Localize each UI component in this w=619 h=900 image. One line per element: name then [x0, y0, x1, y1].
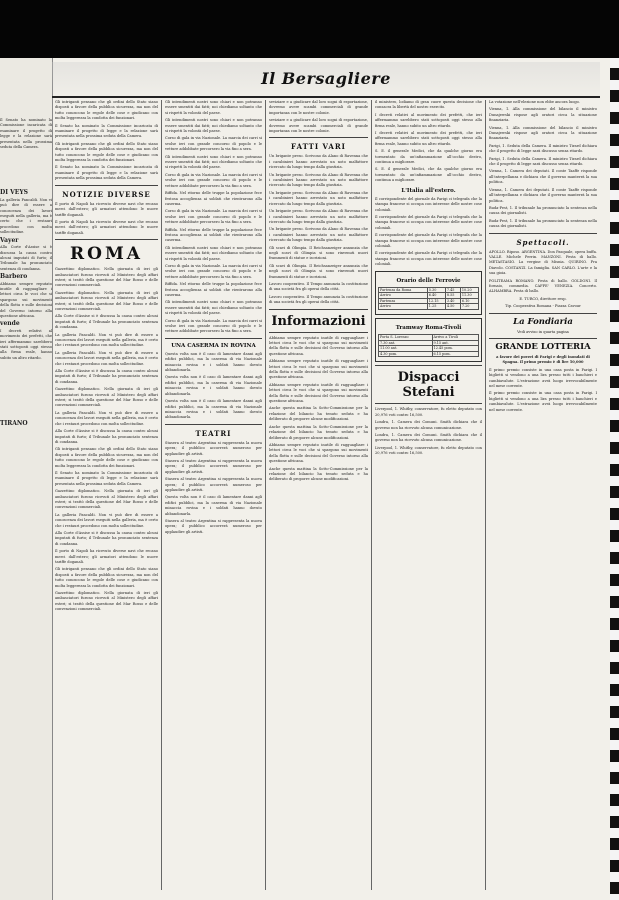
advert-text: a favore dei poveri di Parigi e degli inondati di Spagna. Il primo premio è di lire 50,000 [496, 355, 590, 365]
article-paragraph: Gli scavi di Olimpia. Il Reichsanzeiger annunzia che negli scavi di Olimpia si sono rinvenuti nuovi frammenti di statue e iscrizioni. [269, 245, 368, 261]
article-paragraph: Biffida. Nel ritorno delle truppe la popolazione fece festosa accoglienza ai soldati che rientrarono alla caserma. [165, 282, 262, 297]
article-paragraph: Gli intriganti pensano che gli ordini dello Stato siano disposti a favore della pubblica sicurezza, ma non del tutto conoscono le regole delle cose e giudicano con molta leggerezza la condotta dei funzionari. [55, 100, 158, 121]
article-paragraph: Abbiamo sempre reputato inutile di ragguagliare i lettori circa le voci che si spargono sui movimenti della flotta e sulle decisioni del Governo intorno alla questione africana. [269, 382, 368, 404]
article-paragraph: La galleria Pancaldi. Non vi può dire di essere a conoscenza dei lavori eseguiti nella galleria, ma è certo che i restauri procedono con molta sollecitudine. [55, 410, 158, 426]
article-paragraph: Alla Corte d'Assise si è discussa la causa contro alcuni imputati di furto; il Tribunale ha pronunciato sentenza di condanna. [55, 531, 158, 546]
article-paragraph: Il Senato ha nominato la Commissione incaricata di esaminare il progetto di legge e la relazione sarà presentata nella prossima seduta della Camera. [55, 165, 158, 181]
column-1 [52, 100, 162, 890]
timetable-table [378, 287, 479, 310]
article-paragraph: Alla Corte d'Assise si è discussa la causa contro alcuni imputati di furto; il Tribunale ha pronunciato sentenza di condanna. [55, 314, 158, 330]
advert-title: La Fondiaria [513, 316, 573, 327]
article-paragraph: Gli scavi di Olimpia. Il Reichsanzeiger annunzia che negli scavi di Olimpia si sono rinvenuti nuovi frammenti di statue e iscrizioni. [269, 263, 368, 279]
article-paragraph: Londra, 1. Camera dei Comuni. Smith dichiara che il governo non ha ricevuto alcuna comunicazione. [375, 432, 482, 443]
article-paragraph: seviziare e a giudicare dal loro sogni di esportazione, dovremo avere scambi commerciali di grande importanza con le nostre colonie. [269, 118, 368, 134]
table-cell: Arrivo a Tivoli [432, 334, 478, 340]
article-paragraph: Londra, 1. Camera dei Comuni. Smith dichiara che il governo non ha ricevuto alcuna comunicazione. [375, 420, 482, 430]
section-heading: ROMA [70, 244, 143, 265]
article-paragraph: Il porto di Napoli ha ricevuto diverse navi che recano merci dall'estero; gli armatori attendono le nuove tariffe doganali. [55, 201, 158, 217]
article-paragraph: Il Senato ha nominato la Commissione incaricata di esaminare il progetto di legge e la relazione sarà presentata nella prossima seduta della Camera. [55, 123, 158, 139]
masthead [52, 62, 600, 98]
masthead-title: Il Bersagliere [261, 69, 391, 88]
advert-text: Vedi avviso in quarta pagina [517, 329, 569, 334]
article-paragraph: Lavoro cooperativo. Il Tempo annunzia la costituzione di una società fra gli operai della città. [269, 294, 368, 305]
article-paragraph: Abbiamo sempre reputato inutile di ragguagliare i lettori circa le voci che si spargono sui movimenti della flotta e sulle decisioni del Governo intorno alla questione africana. [269, 359, 368, 380]
article-paragraph: Corso di gala in via Nazionale. La marcia dei carri si svolse ieri con grande concorso di popolo e le vetture addobbate percorsero la via fino a sera. [165, 136, 262, 152]
article-paragraph: Biffida. Nel ritorno delle truppe la popolazione fece festosa accoglienza ai soldati che rientrarono alla caserma. [165, 227, 262, 243]
article-paragraph: I decreti relativi al movimento dei prefetti, che ieri affermammo sarebbero stati sottoposti oggi stesso alla firma reale, hanno subito un altro ritardo. [375, 131, 482, 146]
article-paragraph: Gazzettino diplomatico. Nella giornata di ieri gli ambasciatori furono ricevuti al Ministero degli affari esteri; si trattò della questione del Mar Rosso e delle convenzioni commerciali. [55, 267, 158, 288]
article-paragraph: Gli intendimenti nostri sono chiari e non potranno essere smentiti dai fatti; noi chiediamo soltanto che si rispetti la volontà del paese. [165, 100, 262, 115]
table-cell: 6.40 [427, 293, 445, 299]
article-paragraph: Stasera al teatro Argentina si rappresenta la nuova opera; il pubblico accorrerà numeroso per applaudire gli artisti. [165, 440, 262, 456]
article-paragraph: Abbiamo sempre reputato inutile di ragguagliare i lettori circa le voci che si spargono sui movimenti della flotta e sulle decisioni del Governo intorno alla questione africana. [269, 442, 368, 464]
article-paragraph: La galleria Pancaldi. Non vi può dire di essere a conoscenza dei lavori eseguiti nella galleria, ma è certo che i restauri procedono con molta sollecitudine. [55, 350, 158, 366]
article-paragraph: Anche questa mattina la Sotto-Commissione per la relazione del bilancio ha tenuto seduta e ha deliberato di proporre alcune modificazioni. [269, 466, 368, 482]
divider [269, 137, 368, 138]
strip-text: Alla Corte d'Assise si è discussa la causa contro alcuni imputati di furto; il Tribunale ha pronunciato sentenza di condanna. [0, 245, 52, 271]
article-paragraph: Il corrispondente del giornale da Parigi ci telegrafa che la stampa francese si occupa con interesse delle nostre cose coloniali. [375, 251, 482, 267]
article-paragraph: Corso di gala in via Nazionale. La marcia dei carri si svolse ieri con grande concorso di popolo e le vetture addobbate percorsero la via fino a sera. [165, 263, 262, 279]
article-paragraph: Questa volta non è il caso di lamentare danni agli edifici pubblici, ma la caserma di via Nazionale minaccia rovina e i soldati hanno dovuto abbandonarla. [165, 375, 262, 396]
article-paragraph: il ministero, lodiamo di gran cuore questa decisione che consacra la libertà del nostro esercito. [375, 100, 482, 110]
article-paragraph: Gazzettino diplomatico. Nella giornata di ieri gli ambasciatori furono ricevuti al Ministero degli affari esteri; si trattò della questione del Mar Rosso e delle convenzioni commerciali. [55, 387, 158, 408]
article-paragraph: Alla Corte d'Assise si è discussa la causa contro alcuni imputati di furto; il Tribunale ha pronunciato sentenza di condanna. [55, 429, 158, 444]
previous-page-strip [0, 58, 53, 900]
advert-text: Il primo premio consiste in una casa posta in Parigi. I biglietti si vendono a una lira presso tutti i banchieri e cambiavalute. L'estrazione avrà luogo irrevocabilmente nel mese corrente. [489, 391, 597, 412]
article-paragraph: I decreti relativi al movimento dei prefetti, che ieri affermammo sarebbero stati sottoposti oggi stesso alla firma reale, hanno subito un altro ritardo. [375, 112, 482, 128]
section-heading: FATTI VARI [291, 142, 346, 152]
editor-credit: E. TURCO, direttore resp. [519, 296, 567, 301]
table-cell: 5.30 [427, 287, 445, 293]
article-paragraph: Buda-Pest, 1. Il tribunale ha pronunciato la sentenza nella causa dei giornalisti. [489, 218, 597, 229]
divider [55, 239, 158, 240]
article-paragraph: Parigi, 1. Seduta della Camera. Il ministro Tirard dichiara che il progetto di legge sarà discusso senza ritardo. [489, 156, 597, 167]
article-paragraph: Un brigante preso. Scrivono da Alano di Ravenna che i carabinieri hanno arrestato un noto malfattore ricercato da lungo tempo dalla giustizia. [269, 209, 368, 224]
table-cell: 6.10 [460, 298, 478, 304]
article-paragraph: Il corrispondente del giornale da Parigi ci telegrafa che la stampa francese si occupa con interesse delle nostre cose coloniali. [375, 196, 482, 212]
table-cell: 11.00 ant. [379, 346, 433, 352]
divider [269, 309, 368, 310]
table-cell: Porta S. Lorenzo [379, 334, 433, 340]
article-paragraph: Corso di gala in via Nazionale. La marcia dei carri si svolse ieri con grande concorso di popolo e le vetture addobbate percorsero la via fino a sera. [165, 318, 262, 334]
article-paragraph: Corso di gala in via Nazionale. La marcia dei carri si svolse ieri con grande concorso di popolo e le vetture addobbate percorsero la via fino a sera. [165, 209, 262, 225]
table-cell: 7.30 ant. [379, 340, 433, 346]
strip-label: Barbero [0, 273, 28, 281]
divider [269, 332, 368, 333]
table-row [379, 304, 479, 310]
printer-credit: Tip. Cooperativa Romana - Piazza Cavour [505, 304, 581, 309]
article-paragraph: Liverpool, 1. Whitby, conservatore, fu eletto deputato con 20,976 voti contro 16,500. [375, 445, 482, 456]
article-paragraph: Lavoro cooperativo. Il Tempo annunzia la costituzione di una società fra gli operai della città. [269, 281, 368, 292]
article-paragraph: seviziare e a giudicare dal loro sogni di esportazione, dovremo avere scambi commerciali di grande importanza con le nostre colonie. [269, 100, 368, 115]
article-paragraph: Gazzettino diplomatico. Nella giornata di ieri gli ambasciatori furono ricevuti al Ministero degli affari esteri; si trattò della questione del Mar Rosso e delle convenzioni commerciali. [55, 290, 158, 311]
table-cell: 3.40 [445, 298, 460, 304]
article-paragraph: Il porto di Napoli ha ricevuto diverse navi che recano merci dall'estero; gli armatori attendono le nuove tariffe doganali. [55, 219, 158, 235]
article-paragraph: Gli intriganti pensano che gli ordini dello Stato siano disposti a favore della pubblica sicurezza, ma non del tutto conoscono le regole delle cose e giudicano con molta leggerezza la condotta dei funzionari. [55, 567, 158, 588]
column-4 [372, 100, 486, 890]
column-5 [486, 100, 600, 890]
advert-text: Il primo premio consiste in una casa posta in Parigi. I biglietti si vendono a una lira presso tutti i banchieri e cambiavalute. L'estrazione avrà luogo irrevocabilmente nel mese corrente. [489, 367, 597, 389]
table-cell: 9.15 ant. [432, 340, 478, 346]
divider [489, 313, 597, 314]
strip-text: La galleria Pancaldi. Non vi può dire di essere a conoscenza dei lavori eseguiti nella galleria, ma è certo che i restauri procedono con molta sollecitudine. [0, 197, 52, 235]
table-cell: 8.55 [445, 293, 460, 299]
article-paragraph: Gli intendimenti nostri sono chiari e non potranno essere smentiti dai fatti; noi chiediamo soltanto che si rispetti la volontà del paese. [165, 245, 262, 261]
article-paragraph: Un brigante preso. Scrivono da Alano di Ravenna che i carabinieri hanno arrestato un noto malfattore ricercato da lungo tempo dalla giustizia. [269, 154, 368, 170]
article-paragraph: Alla Corte d'Assise si è discussa la causa contro alcuni imputati di furto; il Tribunale ha pronunciato sentenza di condanna. [55, 369, 158, 384]
article-paragraph: Stasera al teatro Argentina si rappresenta la nuova opera; il pubblico accorrerà numeroso per applaudire gli artisti. [165, 477, 262, 492]
table-cell: 1.25 [427, 304, 445, 310]
article-paragraph: Questa volta non è il caso di lamentare danni agli edifici pubblici, ma la caserma di via Nazionale minaccia rovina e i soldati hanno dovuto abbandonarla. [165, 495, 262, 516]
article-paragraph: Gazzettino diplomatico. Nella giornata di ieri gli ambasciatori furono ricevuti al Ministero degli affari esteri; si trattò della questione del Mar Rosso e delle convenzioni commerciali. [55, 489, 158, 510]
article-paragraph: Gli intendimenti nostri sono chiari e non potranno essere smentiti dai fatti; noi chiediamo soltanto che si rispetti la volontà del paese. [165, 118, 262, 134]
scan-background [0, 0, 619, 58]
article-paragraph: Gli intendimenti nostri sono chiari e non potranno essere smentiti dai fatti; noi chiediamo soltanto che si rispetti la volontà del paese. [165, 300, 262, 316]
table-cell: Partenza [379, 298, 428, 304]
article-paragraph: Vienna, 1. Alla commissione del bilancio il ministro Dunajewski rispose agli oratori circa la situazione finanziaria. [489, 107, 597, 123]
table-row [379, 287, 479, 293]
article-paragraph: Il porto di Napoli ha ricevuto diverse navi che recano merci dall'estero; gli armatori attendono le nuove tariffe doganali. [55, 549, 158, 565]
divider [165, 424, 262, 425]
section-heading: L'Italia all'estero. [401, 187, 456, 194]
article-paragraph: Liverpool, 1. Whitby, conservatore, fu eletto deputato con 20,976 voti contro 16,500. [375, 407, 482, 417]
strip-label: DI VEYS [0, 189, 28, 197]
article-paragraph: La galleria Pancaldi. Non vi può dire di essere a conoscenza dei lavori eseguiti nella galleria, ma è certo che i restauri procedono con molta sollecitudine. [55, 512, 158, 528]
table-cell: 4.30 pom. [379, 351, 433, 357]
divider [375, 365, 482, 366]
article-paragraph: Vienna, 1. Alla commissione del bilancio il ministro Dunajewski rispose agli oratori circa la situazione finanziaria. [489, 125, 597, 141]
article-paragraph: Gli intriganti pensano che gli ordini dello Stato siano disposti a favore della pubblica sicurezza, ma non del tutto conoscono le regole delle cose e giudicano con molta leggerezza la condotta dei funzionari. [55, 447, 158, 468]
tramway-table [378, 334, 479, 357]
section-heading: Dispacci Stefani [397, 370, 460, 401]
article-paragraph: Corso di gala in via Nazionale. La marcia dei carri si svolse ieri con grande concorso di popolo e le vetture addobbate percorsero la via fino a sera. [165, 172, 262, 188]
table-cell: 6.15 pom. [432, 351, 478, 357]
strip-label: vende [0, 320, 20, 328]
article-paragraph: Gazzettino diplomatico. Nella giornata di ieri gli ambasciatori furono ricevuti al Ministero degli affari esteri; si trattò della questione del Mar Rosso e delle convenzioni commerciali. [55, 591, 158, 612]
article-paragraph: Il corrispondente del giornale da Parigi ci telegrafa che la stampa francese si occupa con interesse delle nostre cose coloniali. [375, 233, 482, 248]
strip-text: I decreti relativi al movimento dei prefetti, che ieri affermammo sarebbero stati sottoposti oggi stesso alla firma reale, hanno subito un altro ritardo. [0, 328, 52, 360]
article-paragraph: S. E. il generale Medici, che da qualche giorno era tormentato da un'infiammazione all'occhio destro, continua a migliorare. [375, 167, 482, 183]
article-paragraph: Un brigante preso. Scrivono da Alano di Ravenna che i carabinieri hanno arrestato un noto malfattore ricercato da lungo tempo dalla giustizia. [269, 227, 368, 243]
article-paragraph: Un brigante preso. Scrivono da Alano di Ravenna che i carabinieri hanno arrestato un noto malfattore ricercato da lungo tempo dalla giustizia. [269, 190, 368, 206]
article-paragraph: La galleria Pancaldi. Non vi può dire di essere a conoscenza dei lavori eseguiti nella galleria, ma è certo che i restauri procedono con molta sollecitudine. [55, 332, 158, 348]
table-row [379, 298, 479, 304]
table-cell: Arrivo [379, 304, 428, 310]
article-paragraph: Questa volta non è il caso di lamentare danni agli edifici pubblici, ma la caserma di via Nazionale minaccia rovina e i soldati hanno dovuto abbandonarla. [165, 399, 262, 420]
table-cell: 4.50 [445, 304, 460, 310]
article-paragraph: Questa volta non è il caso di lamentare danni agli edifici pubblici, ma la caserma di via Nazionale minaccia rovina e i soldati hanno dovuto abbandonarla. [165, 351, 262, 373]
table-cell: Arrivo [379, 293, 428, 299]
article-paragraph: Anche questa mattina la Sotto-Commissione per la relazione del bilancio ha tenuto seduta e ha deliberato di proporre alcune modificazioni. [269, 424, 368, 440]
section-heading: TEATRI [195, 428, 232, 438]
timetable-title: Orario delle Ferrovie [396, 277, 461, 284]
table-cell: 12.45 pom. [432, 346, 478, 352]
table-cell: 10.20 [460, 287, 478, 293]
article-paragraph: Un brigante preso. Scrivono da Alano di Ravenna che i carabinieri hanno arrestato un noto malfattore ricercato da lungo tempo dalla giustizia. [269, 172, 368, 188]
table-row [379, 351, 479, 357]
table-cell: 12.15 [427, 298, 445, 304]
column-3 [266, 100, 372, 890]
article-paragraph: Anche questa mattina la Sotto-Commissione per la relazione del bilancio ha tenuto seduta e ha deliberato di proporre alcune modificazioni. [269, 406, 368, 422]
article-paragraph: Stasera al teatro Argentina si rappresenta la nuova opera; il pubblico accorrerà numeroso per applaudire gli artisti. [165, 458, 262, 474]
article-paragraph: Il Senato ha nominato la Commissione incaricata di esaminare il progetto di legge e la relazione sarà presentata nella prossima seduta della Camera. [55, 470, 158, 486]
divider [489, 338, 597, 339]
article-paragraph: Parigi, 1. Seduta della Camera. Il ministro Tirard dichiara che il progetto di legge sarà discusso senza ritardo. [489, 143, 597, 154]
column-2 [162, 100, 266, 890]
strip-label: Vayer [0, 236, 19, 244]
article-paragraph: S. E. il generale Medici, che da qualche giorno era tormentato da un'infiammazione all'occhio destro, continua a migliorare. [375, 149, 482, 165]
page-edge-right [610, 58, 619, 900]
article-paragraph: Biffida. Nel ritorno delle truppe la popolazione fece festosa accoglienza ai soldati che rientrarono alla caserma. [165, 191, 262, 206]
article-paragraph: Gli intendimenti nostri sono chiari e non potranno essere smentiti dai fatti; noi chiediamo soltanto che si rispetti la volontà del paese. [165, 154, 262, 170]
article-paragraph: Il corrispondente del giornale da Parigi ci telegrafa che la stampa francese si occupa con interesse delle nostre cose coloniali. [375, 214, 482, 230]
strip-label: TIRANO [0, 420, 28, 428]
article-paragraph: Abbiamo sempre reputato inutile di ragguagliare i lettori circa le voci che si spargono sui movimenti della flotta e sulle decisioni del Governo intorno alla questione africana. [269, 335, 368, 356]
divider [489, 233, 597, 234]
railway-timetable [375, 271, 482, 315]
article-paragraph: La votazione nell'elezione non ebbe ancora luogo. [489, 100, 580, 104]
table-cell: 11.30 [460, 293, 478, 299]
advert-title: GRANDE LOTTERIA [495, 342, 591, 352]
article-paragraph: Gli intriganti pensano che gli ordini dello Stato siano disposti a favore della pubblica sicurezza, ma non del tutto conoscono le regole delle cose e giudicano con molta leggerezza la condotta dei funzionari. [55, 141, 158, 163]
table-cell: 7.20 [460, 304, 478, 310]
section-heading: Spettacoli. [516, 237, 570, 247]
theatre-listing: APOLLO. Riposo. ARGENTINA. Don Pasquale, opera buffa. VALLE. Michele Perrin. MANZONI. Festa di ballo. METASTASIO. La vergine di Misnia. QUIRINO. Fra Diavolo. COSTANZI. La famiglia. SAN CARLO. L'arte e la sua gioia. [489, 249, 597, 276]
timetable-title: Tramway Roma-Tivoli [395, 324, 462, 331]
strip-text: Abbiamo sempre reputato inutile di ragguagliare i lettori circa le voci che si spargono sui movimenti della flotta e sulle decisioni del Governo intorno alla questione africana. [0, 281, 52, 318]
article-paragraph: Buda-Pest, 1. Il tribunale ha pronunciato la sentenza nella causa dei giornalisti. [489, 205, 597, 216]
table-cell: Partenza da Roma [379, 287, 428, 293]
divider [55, 185, 158, 186]
table-cell: 7.45 [445, 287, 460, 293]
section-heading: NOTIZIE DIVERSE [62, 189, 151, 199]
section-heading: Informazioni [271, 313, 366, 329]
article-paragraph: Vienna, 1. Camera dei deputati. Il conte Taaffe risponde all'interpellanza e dichiara che il governo manterrà la sua politica. [489, 187, 597, 203]
tramway-timetable [375, 318, 482, 362]
theatre-listing: POLITEAMA ROMANO. Festa di ballo. GOLDONI. Il fornaio, commedia. CAFFE' VENEZIA. Concerto. ALHAMBRA. Festa di ballo. [489, 278, 597, 294]
article-paragraph: Stasera al teatro Argentina si rappresenta la nuova opera; il pubblico accorrerà numeroso per applaudire gli artisti. [165, 519, 262, 534]
section-heading: UNA CASERMA IN ROVINA [171, 342, 256, 349]
divider [375, 403, 482, 404]
strip-text: Il Senato ha nominato la Commissione incaricata di esaminare il progetto di legge e la relazione sarà presentata nella prossima seduta della Camera. [0, 118, 52, 150]
article-paragraph: Vienna, 1. Camera dei deputati. Il conte Taaffe risponde all'interpellanza e dichiara che il governo manterrà la sua politica. [489, 169, 597, 185]
divider [165, 338, 262, 339]
